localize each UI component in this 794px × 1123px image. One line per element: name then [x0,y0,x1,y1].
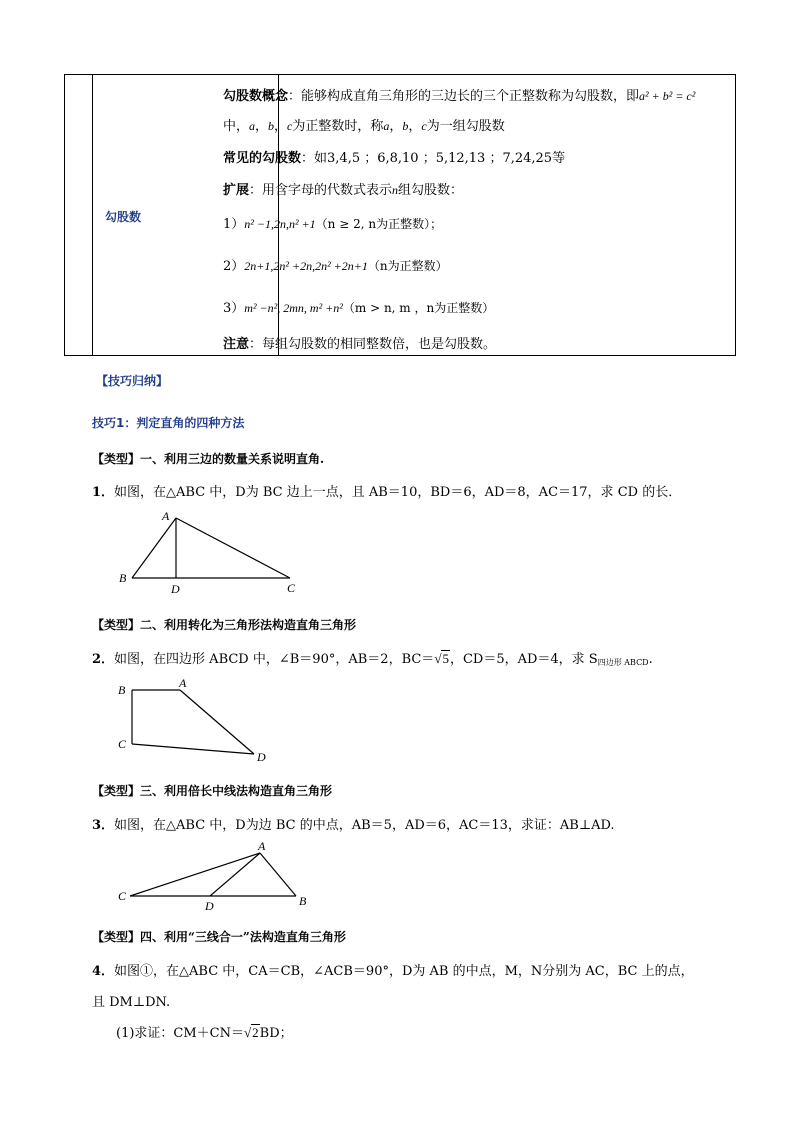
type-text: 一、利用三边的数量关系说明直角. [140,452,325,466]
label-d: D [171,582,180,596]
formula-item-2 [223,255,448,274]
summary-title: 【技巧归纳】 [96,374,169,388]
var-c: c [287,119,293,133]
label-d: D [257,750,266,764]
concept-formula: a² + b² = c² [639,89,696,103]
concept-text: ：能够构成直角三角形的三边长的三个正整数称为勾股数，即 [288,89,640,104]
type-label: 【类型】 [92,784,141,798]
label-a: A [179,676,187,690]
condition: （n为正整数） [367,259,448,273]
problem-text: 如图①，在△ABC 中，CA＝CB，∠ACB＝90°，D为 AB 的中点，M，N分别为 AC，BC 上的点， [114,964,694,979]
sep: ， [274,119,288,134]
radicand: 2 [252,1025,259,1040]
problem-4-sub-1 [116,1022,293,1041]
radicand: 5 [442,651,449,666]
common-line [223,147,565,166]
problem-text: 如图，在△ABC 中，D为 BC 边上一点，且 AB＝10，BD＝6，AD＝8，AC＝17，求 CD 的长． [114,485,682,500]
concept-title: 勾股数概念 [223,89,289,104]
note-title: 注意 [223,337,250,352]
problem-number: 2． [92,652,115,667]
text: 为一组勾股数 [426,119,505,134]
sub-question-text: (1)求证：CM＋CN＝ [116,1026,244,1041]
type-heading-1 [92,450,324,467]
item-number: 1） [223,217,245,232]
problem-text: . [648,652,653,667]
common-text: ：如3,4,5 ；6,8,10 ；5,12,13 ；7,24,25等 [301,151,566,166]
problem-text: 如图，在△ABC 中，D为边 BC 的中点，AB＝5，AD＝6，AC＝13，求证：AB⊥AD. [114,818,615,833]
problem-text: ，CD＝5，AD＝4，求 S [449,652,598,667]
skill1-title: 技巧1：判定直角的四种方法 [92,416,245,430]
type-heading-3 [92,782,332,799]
var-c: c [421,119,427,133]
item-number: 3） [223,301,245,316]
type-label: 【类型】 [92,618,141,632]
extend-line [223,179,463,198]
item-number: 2） [223,259,245,274]
common-title: 常见的勾股数 [223,151,302,166]
note-line [223,333,496,352]
condition: （n ≥ 2, n为正整数）； [315,217,443,231]
extend-title: 扩展 [223,183,250,198]
subscript: 四边形 ABCD [597,658,649,667]
row-label: 勾股数 [105,210,142,224]
figure-3 [112,838,322,913]
label-b: B [118,683,126,697]
label-d: D [205,899,214,913]
text: ：用含字母的代数式表示 [249,183,393,198]
text: 中， [223,119,250,134]
var-a: a [383,119,390,133]
concept-line [223,85,695,104]
problem-number: 4． [92,964,115,979]
sqrt-expr: √5 [434,651,449,666]
problem-2 [92,648,653,668]
problem-3 [92,814,615,833]
problem-4 [92,960,694,979]
var-n: n [392,183,399,197]
problem-number: 1． [92,485,115,500]
type-heading-2 [92,616,356,633]
type-text: 三、利用倍长中线法构造直角三角形 [140,784,333,798]
type-text: 二、利用转化为三角形法构造直角三角形 [140,618,357,632]
problem-number: 3． [92,818,115,833]
formula: n² −1,2n,n² +1 [244,217,316,231]
problem-text: 如图，在四边形 ABCD 中，∠B＝90°，AB＝2，BC＝ [114,652,435,667]
var-b: b [402,119,409,133]
formula-item-1 [223,213,442,232]
problem-1 [92,481,681,500]
sub-question-text: BD； [259,1026,293,1041]
problem-4-line-2 [92,991,170,1010]
concept-line-2 [223,115,505,134]
problem-text: 且 DM⊥DN. [92,995,171,1010]
label-a: A [258,839,266,853]
label-b: B [119,571,127,585]
label-c: C [118,889,127,903]
info-table [64,74,736,356]
formula: 2n+1,2n² +2n,2n² +2n+1 [244,259,368,273]
formula: m² −n², 2mn, m² +n² [244,301,343,315]
sep: ， [255,119,269,134]
label-c: C [118,737,127,751]
sep: ， [389,119,403,134]
var-a: a [249,119,256,133]
var-b: b [268,119,275,133]
label-b: B [299,894,307,908]
label-a: A [162,509,170,523]
type-heading-4 [92,928,346,945]
table-index-column [65,75,93,355]
type-label: 【类型】 [92,452,141,466]
type-text: 四、利用“三线合一”法构造直角三角形 [140,930,346,944]
text: 为正整数时，称 [292,119,384,134]
note-text: ：每组勾股数的相同整数倍，也是勾股数。 [249,337,497,352]
sqrt-expr: √2 [244,1025,259,1040]
text: 组勾股数： [398,183,464,198]
figure-2 [112,676,282,768]
type-label: 【类型】 [92,930,141,944]
sep: ， [408,119,422,134]
figure-1 [112,508,312,603]
condition: （m > n, m ，n为正整数） [342,301,495,315]
label-c: C [287,581,296,595]
formula-item-3 [223,297,494,316]
